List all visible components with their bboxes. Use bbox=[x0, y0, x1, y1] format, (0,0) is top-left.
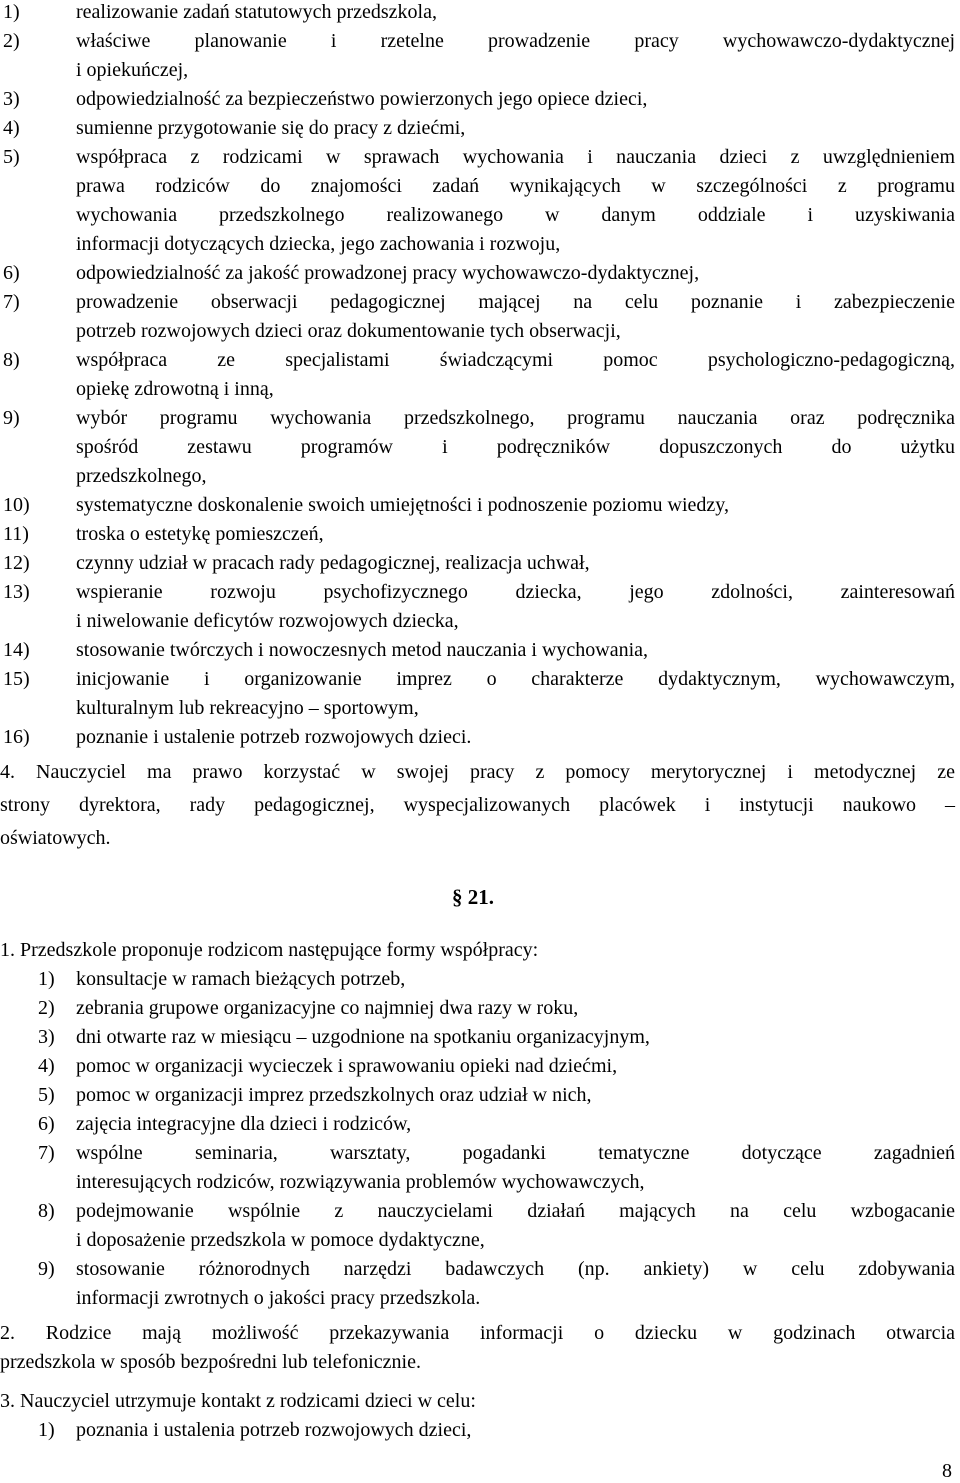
list-item-number: 16) bbox=[3, 726, 30, 748]
list-item-number: 11) bbox=[3, 523, 29, 545]
list-item-number: 8) bbox=[38, 1200, 55, 1222]
list-item-number: 2) bbox=[3, 30, 20, 52]
list-item-text: prowadzenie obserwacji pedagogicznej mającej na celu poznanie i zabezpieczenie bbox=[76, 291, 955, 313]
list-item-text: prawa rodziców do znajomości zadań wynikających w szczególności z programu bbox=[76, 175, 955, 197]
list-item-text: opiekę zdrowotną i inną, bbox=[76, 378, 274, 400]
list-item-number: 12) bbox=[3, 552, 30, 574]
list-item-text: wychowania przedszkolnego realizowanego w danym oddziale i uzyskiwania bbox=[76, 204, 955, 226]
list-item-text: konsultacje w ramach bieżących potrzeb, bbox=[76, 968, 406, 990]
list-item-text: troska o estetykę pomieszczeń, bbox=[76, 523, 324, 545]
list-item-text: podejmowanie wspólnie z nauczycielami działań mających na celu wzbogacanie bbox=[76, 1200, 955, 1222]
list-item-text: współpraca z rodzicami w sprawach wychowania i nauczania dzieci z uwzględnieniem bbox=[76, 146, 955, 168]
list-item-text: informacji dotyczących dziecka, jego zachowania i rozwoju, bbox=[76, 233, 561, 255]
list-item-number: 2) bbox=[38, 997, 55, 1019]
list-item-text: zebrania grupowe organizacyjne co najmniej dwa razy w roku, bbox=[76, 997, 579, 1019]
list-item-text: odpowiedzialność za jakość prowadzonej pracy wychowawczo-dydaktycznej, bbox=[76, 262, 700, 284]
paragraph-line: 4. Nauczyciel ma prawo korzystać w swojej pracy z pomocy merytorycznej i metodycznej ze bbox=[0, 761, 955, 783]
list-item-number: 9) bbox=[3, 407, 20, 429]
list-item-number: 3) bbox=[38, 1026, 55, 1048]
list-item-number: 5) bbox=[3, 146, 20, 168]
list-item-text: stosowanie twórczych i nowoczesnych metod nauczania i wychowania, bbox=[76, 639, 649, 661]
list-item-text: sumienne przygotowanie się do pracy z dziećmi, bbox=[76, 117, 466, 139]
list-item-number: 8) bbox=[3, 349, 20, 371]
list-item-text: systematyczne doskonalenie swoich umiejętności i podnoszenie poziomu wiedzy, bbox=[76, 494, 729, 516]
paragraph-1: 1. Przedszkole proponuje rodzicom następujące formy współpracy: bbox=[0, 939, 539, 961]
list-item-number: 4) bbox=[3, 117, 20, 139]
list-item-number: 10) bbox=[3, 494, 30, 516]
list-item-text: pomoc w organizacji imprez przedszkolnych oraz udział w nich, bbox=[76, 1084, 592, 1106]
paragraph-line: przedszkola w sposób bezpośredni lub telefonicznie. bbox=[0, 1351, 421, 1373]
list-item-text: wspieranie rozwoju psychofizycznego dziecka, jego zdolności, zainteresowań bbox=[76, 581, 955, 603]
list-item-text: interesujących rodziców, rozwiązywania problemów wychowawczych, bbox=[76, 1171, 645, 1193]
paragraph-3: 3. Nauczyciel utrzymuje kontakt z rodzicami dzieci w celu: bbox=[0, 1390, 476, 1412]
list-item-number: 15) bbox=[3, 668, 30, 690]
list-item-text: wybór programu wychowania przedszkolnego, programu nauczania oraz podręcznika bbox=[76, 407, 955, 429]
list-item-text: pomoc w organizacji wycieczek i sprawowaniu opieki nad dziećmi, bbox=[76, 1055, 618, 1077]
list-item-number: 7) bbox=[3, 291, 20, 313]
list-item-text: przedszkolnego, bbox=[76, 465, 207, 487]
list-item-text: czynny udział w pracach rady pedagogicznej, realizacja uchwał, bbox=[76, 552, 590, 574]
page-number: 8 bbox=[942, 1460, 952, 1482]
list-item-number: 1) bbox=[38, 968, 55, 990]
list-item-text: odpowiedzialność za bezpieczeństwo powierzonych jego opiece dzieci, bbox=[76, 88, 648, 110]
paragraph-line: oświatowych. bbox=[0, 827, 111, 849]
list-item-text: i niwelowanie deficytów rozwojowych dziecka, bbox=[76, 610, 459, 632]
list-item-text: i opiekuńczej, bbox=[76, 59, 189, 81]
list-item-number: 3) bbox=[3, 88, 20, 110]
list-item-text: poznania i ustalenia potrzeb rozwojowych dzieci, bbox=[76, 1419, 472, 1441]
list-item-text: informacji zwrotnych o jakości pracy przedszkola. bbox=[76, 1287, 481, 1309]
list-item-number: 1) bbox=[38, 1419, 55, 1441]
list-item-text: realizowanie zadań statutowych przedszkola, bbox=[76, 1, 437, 23]
list-item-text: właściwe planowanie i rzetelne prowadzenie pracy wychowawczo-dydaktycznej bbox=[76, 30, 955, 52]
paragraph-line: strony dyrektora, rady pedagogicznej, wyspecjalizowanych placówek i instytucji naukowo – bbox=[0, 794, 955, 816]
list-item-text: poznanie i ustalenie potrzeb rozwojowych dzieci. bbox=[76, 726, 472, 748]
list-item-text: potrzeb rozwojowych dzieci oraz dokumentowanie tych obserwacji, bbox=[76, 320, 621, 342]
list-item-number: 1) bbox=[3, 1, 20, 23]
list-item-number: 6) bbox=[3, 262, 20, 284]
list-item-text: spośród zestawu programów i podręczników dopuszczonych do użytku bbox=[76, 436, 955, 458]
list-item-number: 7) bbox=[38, 1142, 55, 1164]
list-item-number: 6) bbox=[38, 1113, 55, 1135]
list-item-text: i doposażenie przedszkola w pomoce dydaktyczne, bbox=[76, 1229, 485, 1251]
section-heading: § 21. bbox=[452, 885, 494, 909]
list-item-text: wspólne seminaria, warsztaty, pogadanki tematyczne dotyczące zagadnień bbox=[76, 1142, 955, 1164]
list-item-number: 13) bbox=[3, 581, 30, 603]
list-item-number: 14) bbox=[3, 639, 30, 661]
list-item-text: kulturalnym lub rekreacyjno – sportowym, bbox=[76, 697, 419, 719]
list-item-number: 5) bbox=[38, 1084, 55, 1106]
list-item-text: stosowanie różnorodnych narzędzi badawczych (np. ankiety) w celu zdobywania bbox=[76, 1258, 955, 1280]
list-item-number: 9) bbox=[38, 1258, 55, 1280]
list-item-text: zajęcia integracyjne dla dzieci i rodziców, bbox=[76, 1113, 412, 1135]
list-item-text: dni otwarte raz w miesiącu – uzgodnione na spotkaniu organizacyjnym, bbox=[76, 1026, 650, 1048]
list-item-text: współpraca ze specjalistami świadczącymi pomoc psychologiczno-pedagogiczną, bbox=[76, 349, 955, 371]
list-item-text: inicjowanie i organizowanie imprez o charakterze dydaktycznym, wychowawczym, bbox=[76, 668, 955, 690]
list-item-number: 4) bbox=[38, 1055, 55, 1077]
paragraph-line: 2. Rodzice mają możliwość przekazywania informacji o dziecku w godzinach otwarcia bbox=[0, 1322, 955, 1344]
